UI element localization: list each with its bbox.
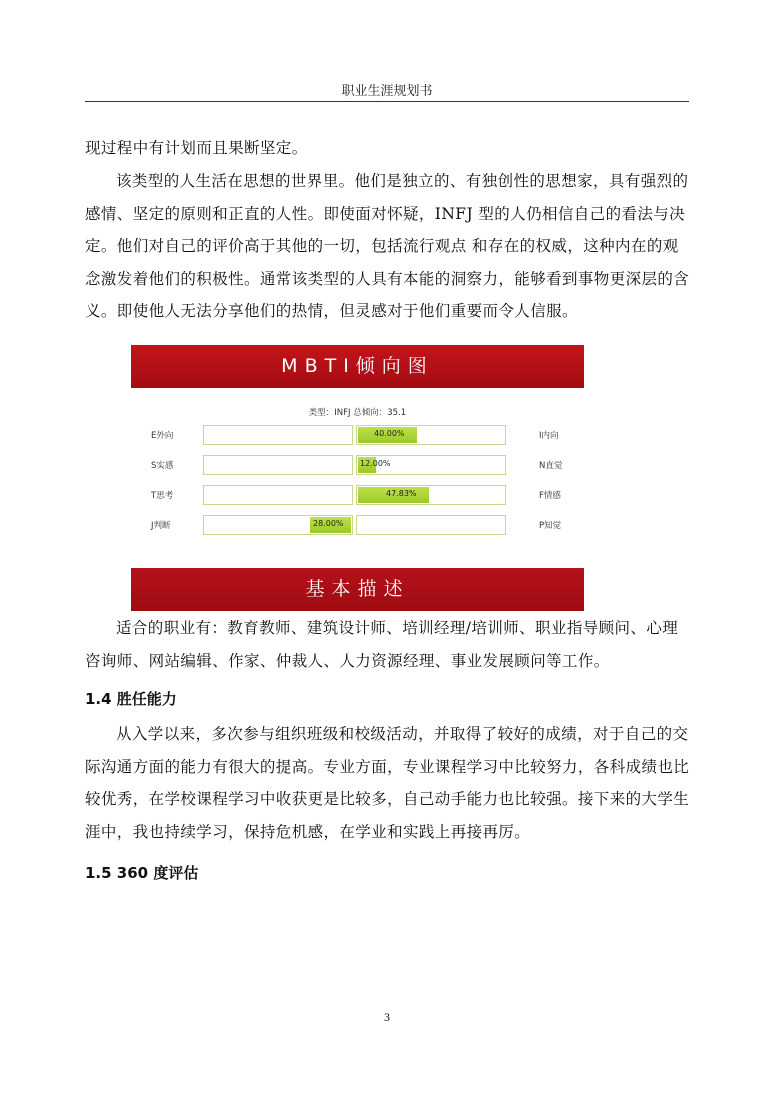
mbti-left-box — [203, 425, 353, 445]
paragraph-continuation: 现过程中有计划而且果断坚定。 — [85, 139, 308, 157]
mbti-right-box — [356, 485, 506, 505]
mbti-row — [131, 515, 584, 535]
mbti-right-label: F情感 — [539, 491, 561, 501]
mbti-row — [131, 425, 584, 445]
mbti-figure — [131, 345, 584, 611]
mbti-bar-value: 28.00% — [313, 519, 344, 528]
mbti-bar-value: 47.83% — [386, 489, 417, 498]
mbti-left-box — [203, 515, 353, 535]
mbti-bar-value: 40.00% — [374, 429, 405, 438]
mbti-bar-value: 12.00% — [360, 459, 391, 468]
paragraph-suitable-careers: 适合的职业有：教育教师、建筑设计师、培训经理/培训师、职业指导顾问、心理咨询师、网站编辑、作家、仲裁人、人力资源经理、事业发展顾问等工作。 — [85, 619, 679, 670]
mbti-title-banner: MBTI倾向图 — [131, 345, 584, 388]
mbti-chart-area — [131, 388, 584, 568]
mbti-right-box — [356, 455, 506, 475]
mbti-footer-banner: 基本描述 — [131, 568, 584, 611]
section-heading-competence: 1.4 胜任能力 — [85, 690, 177, 708]
header-rule — [85, 101, 689, 102]
mbti-right-box — [356, 515, 506, 535]
mbti-left-label: J判断 — [151, 521, 171, 531]
mbti-right-label: N直觉 — [539, 461, 563, 471]
mbti-left-label: T思考 — [151, 491, 174, 501]
mbti-left-box — [203, 455, 353, 475]
mbti-left-box — [203, 485, 353, 505]
mbti-row — [131, 485, 584, 505]
paragraph-infj-description: 该类型的人生活在思想的世界里。他们是独立的、有独创性的思想家，具有强烈的感情、坚定的原则和正直的人性。即使面对怀疑，INFJ 型的人仍相信自己的看法与决定。他们对自己的评价高于其他的一切，包括流行观点 和存在的权威，这种内在的观念激发着他们的积极性。通常该类型的人具有本能的洞察力，能够看到事物更深层的含义。即使他人无法分享他们的热情，但灵感对于他们重要而令人信服。 — [85, 172, 690, 320]
mbti-right-label: I内向 — [539, 431, 559, 441]
running-header: 职业生涯规划书 — [341, 84, 433, 99]
paragraph-competence: 从入学以来，多次参与组织班级和校级活动，并取得了较好的成绩，对于自己的交际沟通方面的能力有很大的提高。专业方面，专业课程学习中比较努力，各科成绩也比较优秀，在学校课程学习中收获更是比较多，自己动手能力也比较强。接下来的大学生涯中，我也持续学习，保持危机感，在学业和实践上再接再厉。 — [85, 725, 690, 841]
mbti-left-label: E外向 — [151, 431, 174, 441]
mbti-left-label: S实感 — [151, 461, 174, 471]
mbti-summary: 类型：INFJ 总倾向：35.1 — [308, 408, 407, 418]
mbti-row — [131, 455, 584, 475]
mbti-right-box — [356, 425, 506, 445]
section-heading-360: 1.5 360 度评估 — [85, 864, 199, 882]
mbti-right-label: P知觉 — [539, 521, 562, 531]
page-number: 3 — [384, 1010, 390, 1024]
